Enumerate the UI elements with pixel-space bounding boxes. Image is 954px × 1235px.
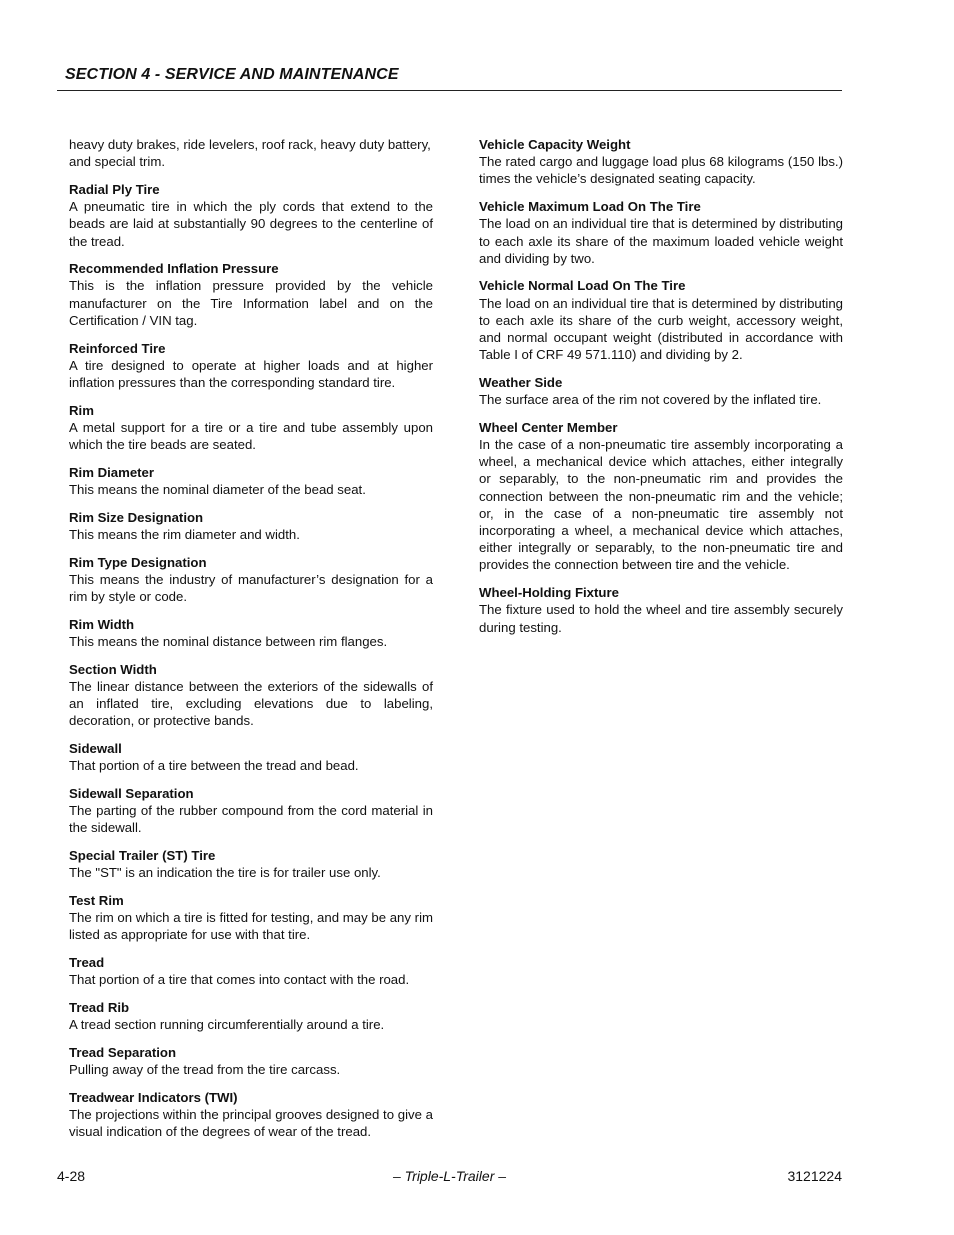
left-column — [69, 136, 433, 1151]
glossary-entry — [69, 999, 433, 1033]
glossary-term: Vehicle Maximum Load On The Tire — [479, 199, 701, 215]
glossary-term: Wheel-Holding Fixture — [479, 585, 619, 601]
glossary-entry — [69, 464, 433, 498]
glossary-entry — [479, 419, 843, 574]
glossary-term: Test Rim — [69, 892, 124, 908]
glossary-term: Section Width — [69, 661, 157, 677]
page-footer — [57, 1168, 842, 1188]
glossary-entry — [69, 740, 433, 774]
glossary-definition: The parting of the rubber compound from the cord material in the sidewall. — [69, 803, 433, 836]
glossary-definition: The load on an individual tire that is determined by distributing to each axle its share of the curb weight, accessory weight, and normal occupant weight (distributed in accordance with Table I of CRF 49 571.110) and dividing by 2. — [479, 295, 843, 363]
glossary-term: Vehicle Normal Load On The Tire — [479, 278, 686, 294]
glossary-definition: A tread section running circumferentially around a tire. — [69, 1017, 385, 1033]
glossary-entry — [69, 1044, 433, 1078]
glossary-term: Sidewall — [69, 740, 122, 756]
glossary-definition: Pulling away of the tread from the tire carcass. — [69, 1061, 341, 1077]
glossary-definition: A metal support for a tire or a tire and tube assembly upon which the tire beads are seated. — [69, 419, 433, 453]
glossary-term: Weather Side — [479, 374, 563, 390]
glossary-definition: That portion of a tire between the tread and bead. — [69, 758, 359, 774]
glossary-definition: The rated cargo and luggage load plus 68 kilograms (150 lbs.) times the vehicle’s designated seating capacity. — [479, 154, 843, 187]
glossary-term: Tread — [69, 954, 105, 970]
glossary-entry — [69, 509, 433, 543]
right-glossary-list — [479, 136, 843, 636]
page-number: 4-28 — [57, 1168, 86, 1184]
glossary-entry — [69, 785, 433, 837]
section-header — [57, 64, 842, 91]
glossary-term: Tread Rib — [69, 999, 130, 1015]
glossary-definition: The linear distance between the exteriors of the sidewalls of an inflated tire, excluding elevations due to labeling, decoration, or protective bands. — [69, 678, 433, 729]
glossary-definition: The surface area of the rim not covered by the inflated tire. — [479, 392, 822, 408]
glossary-term: Recommended Inflation Pressure — [69, 261, 279, 277]
glossary-term: Rim Width — [69, 616, 135, 632]
glossary-definition: This means the industry of manufacturer’s designation for a rim by style or code. — [69, 571, 433, 604]
glossary-definition: The projections within the principal grooves designed to give a visual indication of the degrees of wear of the tread. — [69, 1106, 433, 1140]
left-glossary-list — [69, 181, 433, 1140]
glossary-term: Tread Separation — [69, 1044, 176, 1060]
glossary-entry — [69, 1089, 433, 1141]
document-number: 3121224 — [787, 1168, 842, 1184]
glossary-definition: The load on an individual tire that is determined by distributing to each axle its share of the maximum loaded vehicle weight and dividing by two. — [479, 216, 843, 266]
glossary-entry — [479, 584, 843, 636]
glossary-definition: The rim on which a tire is fitted for testing, and may be any rim listed as appropriate for use with that tire. — [69, 910, 433, 943]
glossary-definition: The fixture used to hold the wheel and tire assembly securely during testing. — [479, 602, 843, 635]
glossary-definition: This is the inflation pressure provided by the vehicle manufacturer on the Tire Information label and on the Certification / VIN tag. — [69, 278, 433, 328]
glossary-entry — [69, 847, 433, 881]
glossary-entry — [69, 954, 433, 988]
intro-paragraph: heavy duty brakes, ride levelers, roof rack, heavy duty battery, and special trim. — [69, 137, 431, 170]
glossary-definition: That portion of a tire that comes into contact with the road. — [69, 972, 410, 988]
glossary-definition: The "ST" is an indication the tire is for trailer use only. — [69, 865, 381, 881]
glossary-definition: This means the rim diameter and width. — [69, 526, 300, 542]
glossary-term: Rim Type Designation — [69, 554, 207, 570]
glossary-term: Rim — [69, 402, 94, 418]
right-column — [479, 136, 843, 646]
glossary-entry — [69, 181, 433, 250]
glossary-definition: This means the nominal distance between rim flanges. — [69, 633, 388, 649]
glossary-entry — [69, 402, 433, 454]
glossary-definition: In the case of a non-pneumatic tire assembly incorporating a wheel, a mechanical device which attaches, either integrally or separably, to the non-pneumatic rim and provides the connection between the non-pneumatic rim and the vehicle; or, in the case of a non-pneumatic tire assembly not incorporating a wheel, a mechanical device which attaches, either integrally or separably, to the non-pneumatic tire and provides the connection between tire and the vehicle. — [479, 437, 843, 573]
glossary-entry — [479, 374, 843, 408]
glossary-term: Radial Ply Tire — [69, 181, 160, 197]
glossary-entry — [69, 616, 433, 650]
glossary-term: Rim Size Designation — [69, 509, 204, 525]
glossary-definition: This means the nominal diameter of the bead seat. — [69, 481, 366, 497]
glossary-entry — [479, 198, 843, 267]
glossary-entry — [69, 661, 433, 730]
glossary-term: Vehicle Capacity Weight — [479, 137, 631, 152]
glossary-term: Wheel Center Member — [479, 419, 618, 435]
glossary-term: Reinforced Tire — [69, 340, 166, 356]
glossary-term: Rim Diameter — [69, 464, 155, 480]
document-title: – Triple-L-Trailer – — [392, 1168, 507, 1184]
glossary-entry — [69, 554, 433, 606]
glossary-term: Sidewall Separation — [69, 785, 194, 801]
glossary-entry — [69, 260, 433, 329]
glossary-definition: A pneumatic tire in which the ply cords that extend to the beads are laid at substantially 90 degrees to the centerline of the tread. — [69, 199, 433, 249]
section-title: SECTION 4 - SERVICE AND MAINTENANCE — [65, 66, 399, 83]
glossary-entry — [479, 277, 843, 363]
glossary-entry — [479, 136, 843, 188]
glossary-term: Treadwear Indicators (TWI) — [69, 1089, 238, 1105]
glossary-definition: A tire designed to operate at higher loads and at higher inflation pressures than the corresponding standard tire. — [69, 357, 433, 390]
glossary-entry — [69, 892, 433, 944]
glossary-term: Special Trailer (ST) Tire — [69, 847, 216, 863]
glossary-entry — [69, 340, 433, 392]
